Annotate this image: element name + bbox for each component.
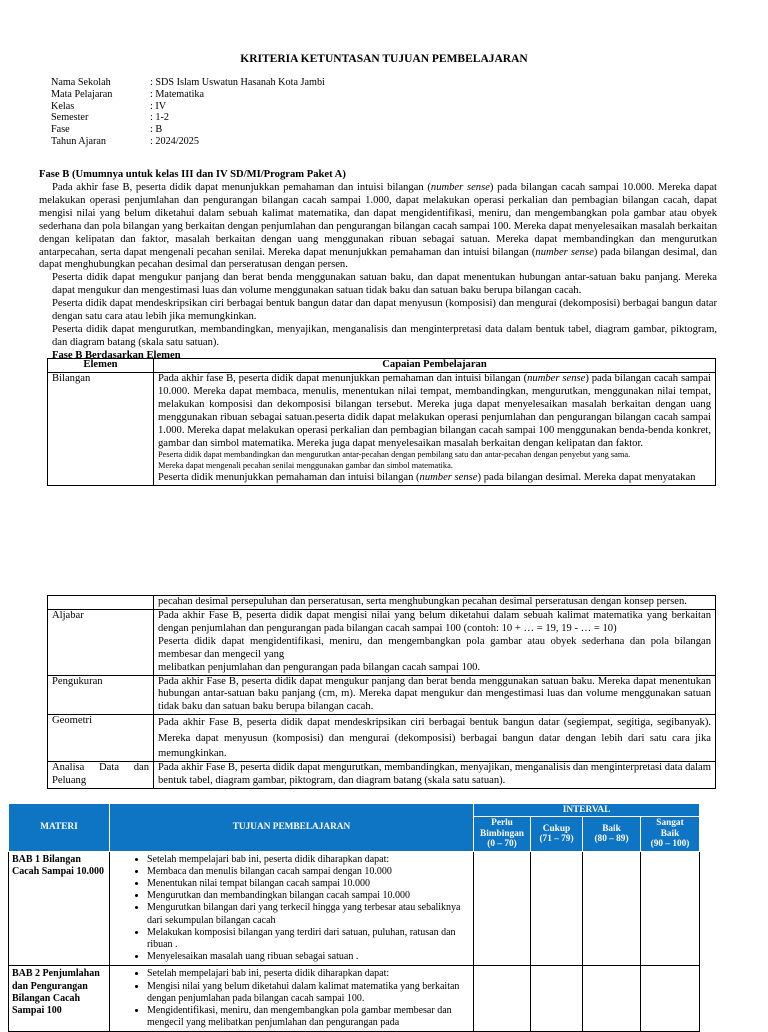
info-value: : SDS Islam Uswatun Hasanah Kota Jambi: [150, 77, 325, 88]
header-line: (0 – 70): [487, 839, 517, 850]
info-label: Mata Pelajaran: [51, 88, 113, 100]
header-baik: [583, 817, 641, 851]
header-line: Sangat: [656, 818, 684, 829]
elemen-name: Geometri: [48, 715, 154, 762]
tujuan-pembelajaran-table: [8, 803, 700, 1032]
capaian-cell: Pada akhir Fase B, peserta didik dapat mengukur panjang dan berat benda menggunakan satuan baku. Mereka dapat menentukan hubungan antar-satuan baku panjang (cm, m). Mereka dapat mengukur dan mengestimasi luas dan volume menggunakan satuan tidak baku dan satuan baku berupa bilangan cacah.: [154, 675, 716, 715]
info-value: : IV: [150, 100, 167, 112]
info-value: : B: [150, 124, 163, 136]
fase-paragraph: [39, 182, 717, 272]
elemen-name: Bilangan: [48, 372, 154, 485]
info-row: [51, 101, 325, 113]
fase-heading: Fase B (Umumnya untuk kelas III dan IV SD/MI/Program Paket A): [39, 169, 346, 180]
score-cell[interactable]: [474, 851, 531, 966]
capaian-cell: [154, 372, 716, 485]
fase-paragraph: Peserta didik dapat mengukur panjang dan berat benda menggunakan satuan baku, dan dapat menentukan hubungan antar-satuan baku panjang. Mereka dapat mengukur dan mengestimasi luas dan volume menggunakan satuan tidak baku dan satuan baku berupa bilangan cacah.: [52, 272, 717, 297]
info-row: [51, 124, 325, 136]
fase-subheading: Fase B Berdasarkan Elemen: [52, 349, 181, 361]
elemen-name: Aljabar: [48, 609, 154, 675]
score-cell[interactable]: [474, 966, 531, 1032]
info-row: [51, 112, 325, 124]
list-item: • Menentukan nilai tempat bilangan cacah sampai 10.000: [147, 878, 470, 890]
tujuan-cell: [110, 851, 474, 966]
tujuan-cell: [110, 966, 474, 1032]
emphasis: number sense: [419, 472, 478, 484]
header-sangat-baik: [641, 817, 700, 851]
score-cell[interactable]: [531, 966, 583, 1032]
capaian-small-text: Peserta didik dapat membandingkan dan mengurutkan antar-pecahan dengan pembilang satu dan antar-pecahan dengan penyebut yang sama.: [158, 450, 631, 460]
capaian-text: [158, 373, 711, 451]
capaian-text: [158, 472, 711, 485]
table-row: [48, 715, 716, 762]
list-item: • Membaca dan menulis bilangan cacah sampai dengan 10.000: [147, 866, 470, 878]
header-line: Baik: [660, 828, 680, 839]
header-line: Baik: [602, 823, 621, 834]
capaian-small-text: Mereka dapat mengenali pecahan senilai menggunakan gambar dan simbol matematika.: [158, 461, 453, 471]
emphasis: number sense: [430, 181, 490, 193]
school-info: [51, 77, 325, 148]
text-segment: ) pada bilangan cacah sampai 10.000. Mereka dapat membaca, menulis, menentukan nilai tempat, membandingkan, mengurutkan, menggunakan nilai tempat, melakukan komposisi dan dekomposisi bilangan tersebut. Mereka juga dapat menyelesaikan masalah berkaitan dengan uang menggunakan ribuan sebagai satuan.peserta didik dapat melakukan operasi penjumlahan dan pengurangan bilangan cacah sampai 1.000. Mereka dapat melakukan operasi perkalian dan pembagian bilangan cacah sampai 100 menggunakan benda-benda konkret, gambar dan simbol matematika. Mereka juga dapat menyelesaikan masalah berkaitan dengan kelipatan dan faktor.: [158, 372, 711, 449]
capaian-cell: [154, 609, 716, 675]
materi-cell: BAB 1 Bilangan Cacah Sampai 10.000: [9, 851, 110, 966]
text-segment: Pada akhir fase B, peserta didik dapat menunjukkan pemahaman dan intuisi bilangan (: [52, 181, 431, 193]
header-materi: MATERI: [9, 804, 110, 852]
score-cell[interactable]: [583, 851, 641, 966]
header-line: (71 – 79): [539, 834, 574, 845]
emphasis: number sense: [527, 372, 586, 384]
header-elemen: Elemen: [48, 359, 154, 373]
list-item: • Mengurutkan bilangan dari yang terkecil hingga yang terbesar atau sebaliknya dari sekumpulan bilangan cacah: [147, 902, 470, 926]
header-line: Perlu: [491, 818, 513, 829]
elemen-table-continued: [47, 595, 716, 789]
header-perlu-bimbingan: [474, 817, 531, 851]
table-row: [9, 851, 700, 966]
tujuan-list: [113, 968, 470, 1029]
list-item: • Melakukan komposisi bilangan yang terdiri dari satuan, puluhan, ratusan dan ribuan .: [147, 927, 470, 951]
text-segment: ) pada bilangan desimal. Mereka dapat menyatakan: [477, 472, 696, 484]
elemen-name: Analisa Data dan Peluang: [48, 762, 154, 789]
info-label: Fase: [51, 124, 70, 136]
capaian-text: Peserta didik dapat mengidentifikasi, meniru, dan mengembangkan pola gambar atau obyek sederhana dan pola bilangan membesar dan mengecil yang: [158, 635, 711, 660]
list-item: • Mengidentifikasi, meniru, dan mengembangkan pola gambar membesar dan mengecil yang melibatkan penjumlahan dan pengurangan pada: [147, 1005, 470, 1029]
table-header-row: [48, 359, 716, 373]
text-segment: Peserta didik menunjukkan pemahaman dan intuisi bilangan (: [158, 472, 420, 484]
header-line: Bimbingan: [480, 828, 524, 839]
emphasis: number sense: [535, 246, 594, 258]
capaian-cell: Pada akhir Fase B, peserta didik dapat mendeskripsikan ciri berbagai bentuk bangun datar (segiempat, segitiga, segibanyak). Mereka dapat menyusun (komposisi) dan mengurai (dekomposisi) berbagai bangun datar dengan lebih dari satu cara jika memungkinkan.: [154, 715, 716, 762]
table-row: [48, 372, 716, 485]
header-line: Cukup: [542, 823, 571, 834]
list-item: • Setelah mempelajari bab ini, peserta didik diharapkan dapat:: [147, 968, 470, 980]
header-capaian: Capaian Pembelajaran: [154, 359, 716, 373]
score-cell[interactable]: [583, 966, 641, 1032]
table-row: [48, 762, 716, 789]
info-label: Nama Sekolah: [51, 77, 111, 88]
elemen-name: [48, 596, 154, 610]
fase-paragraph: Peserta didik dapat mendeskripsikan ciri berbagai bentuk bangun datar dan dapat menyusun (komposisi) dan mengurai (dekomposisi) berbagai bangun datar dengan satu cara atau lebih jika memungkinkan.: [52, 298, 717, 323]
table-row: [48, 675, 716, 715]
tujuan-list: [113, 854, 470, 964]
info-row: [51, 136, 325, 148]
capaian-cell: Pada akhir Fase B, peserta didik dapat mengurutkan, membandingkan, menyajikan, menganalisis dan menginterpretasi data dalam bentuk tabel, diagram gambar, piktogram, dan diagram batang (skala satu satuan).: [154, 762, 716, 789]
list-item: • Menyelesaikan masalah uang ribuan sebagai satuan .: [147, 951, 470, 963]
capaian-cell: pecahan desimal persepuluhan dan perseratusan, serta menghubungkan pecahan desimal perseratusan dengan konsep persen.: [154, 596, 716, 610]
header-tujuan: TUJUAN PEMBELAJARAN: [110, 804, 474, 852]
table-header-row: [9, 804, 700, 817]
text-segment: ) pada bilangan desimal, dan dapat menghubungkan pecahan desimal dan perseratusan dengan persen.: [39, 246, 717, 271]
list-item: • Mengurutkan dan membandingkan bilangan cacah sampai 10.000: [147, 890, 470, 902]
score-cell[interactable]: [641, 851, 700, 966]
score-cell[interactable]: [531, 851, 583, 966]
fase-b-section: [39, 169, 717, 363]
materi-cell: BAB 2 Penjumlahan dan Pengurangan Bilangan Cacah Sampai 100: [9, 966, 110, 1032]
elemen-table: [47, 358, 716, 486]
text-segment: Pada akhir fase B, peserta didik dapat menunjukkan pemahaman dan intuisi bilangan (: [158, 372, 528, 384]
fase-paragraph: Peserta didik dapat mengurutkan, membandingkan, menyajikan, menganalisis dan menginterpretasi data dalam bentuk tabel, diagram gambar, piktogram, dan diagram batang (skala satu satuan).: [52, 324, 717, 348]
header-interval: INTERVAL: [474, 804, 700, 817]
info-value: : 1-2: [150, 112, 169, 124]
info-label: Semester: [51, 112, 89, 124]
document-title: KRITERIA KETUNTASAN TUJUAN PEMBELAJARAN: [240, 53, 528, 65]
header-line: (80 – 89): [594, 834, 629, 845]
text-segment: ) pada bilangan cacah sampai 10.000. Mereka dapat melakukan operasi penjumlahan dan pengurangan bilangan cacah sampai 1.000, dapat melakukan operasi perkalian dan pembagian bilangan cacah, dapat mengisi nilai yang belum diketahui dalam sebuah kalimat matematika, dan dapat mengidentifikasi, meniru, dan mengembangkan pola gambar atau obyek sederhana dan pola bilangan yang berkaitan dengan penjumlahan dan pengurangan bilangan cacah sampai 100. Mereka dapat menyelesaikan masalah berkaitan dengan kelipatan dan faktor, masalah berkaitan dengan uang menggunakan ribuan sebagai satuan. Mereka dapat membandingkan dan mengurutkan antarpecahan, serta dapat mengenali pecahan senilai. Mereka dapat menunjukkan pemahaman dan intuisi bilangan (: [39, 181, 717, 258]
score-cell[interactable]: [641, 966, 700, 1032]
header-line: (90 – 100): [650, 839, 690, 850]
info-label: Tahun Ajaran: [51, 136, 107, 148]
list-item: • Mengisi nilai yang belum diketahui dalam kalimat matematika yang berkaitan dengan penjumlahan pada bilangan cacah sampai 100.: [147, 981, 470, 1005]
info-value: : Matematika: [150, 88, 205, 100]
table-row: [9, 966, 700, 1032]
info-label: Kelas: [51, 100, 75, 112]
list-item: • Setelah mempelajari bab ini, peserta didik diharapkan dapat:: [147, 854, 470, 866]
header-cukup: [531, 817, 583, 851]
elemen-name: Pengukuran: [48, 675, 154, 715]
table-row: [48, 596, 716, 610]
capaian-text: melibatkan penjumlahan dan pengurangan pada bilangan cacah sampai 100.: [158, 661, 481, 673]
capaian-text: Pada akhir Fase B, peserta didik dapat mengisi nilai yang belum diketahui dalam sebuah kalimat matematika yang berkaitan dengan penjumlahan dan pengurangan pada bilangan cacah sampai 100 (contoh: 10 + … = 19, 19 - … = 10): [158, 609, 711, 634]
info-row: [51, 89, 325, 101]
info-value: : 2024/2025: [150, 136, 199, 148]
info-row: [51, 77, 325, 89]
table-row: [48, 609, 716, 675]
